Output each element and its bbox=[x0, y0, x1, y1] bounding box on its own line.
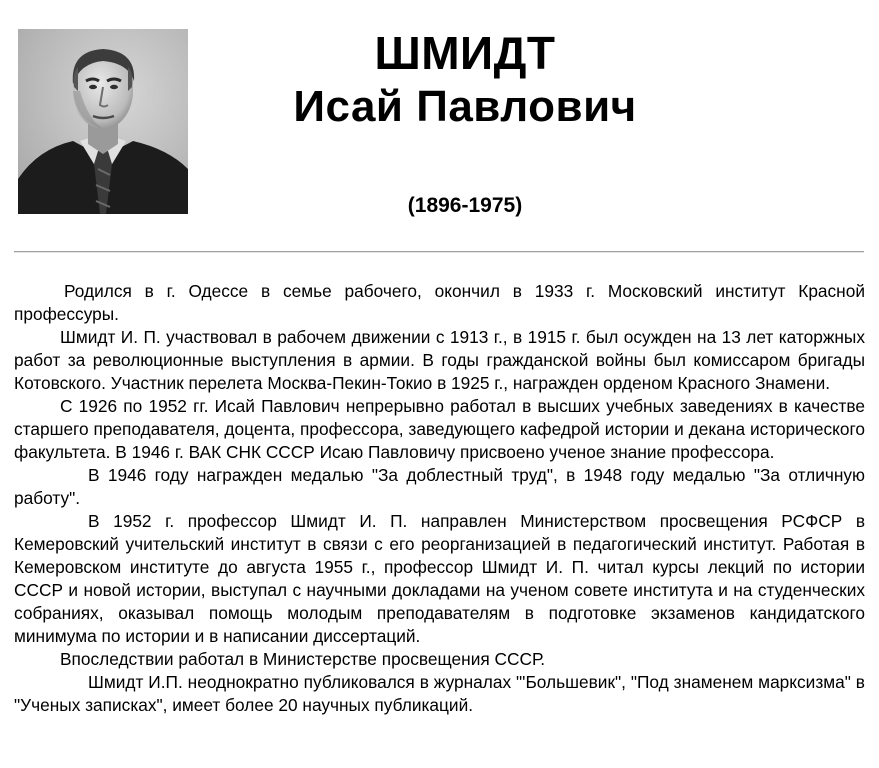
bio-paragraph-4: В 1946 году награжден медалью "За доблестный труд", в 1948 году медалью "За отличную работу". bbox=[14, 465, 865, 508]
biography-text bbox=[14, 280, 865, 717]
bio-paragraph-5: В 1952 г. профессор Шмидт И. П. направлен Министерством просвещения РСФСР в Кемеровский учительский институт в связи с его реорганизацией в педагогический институт. Работая в Кемеровском институте до августа 1955 г., профессор Шмидт И. П. читал курсы лекций по истории СССР и новой истории, выступал с научными докладами на ученом совете института и на студенческих собраниях, оказывал помощь молодым преподавателям в подготовке экзаменов кандидатского минимума по истории и в написании диссертаций. bbox=[14, 511, 865, 646]
bio-paragraph-7: Шмидт И.П. неоднократно публиковался в журналах "'Большевик", "Под знаменем марксизма" в "Ученых записках", имеет более 20 научных публикаций. bbox=[14, 672, 865, 715]
life-years: (1896-1975) bbox=[407, 194, 523, 217]
surname-heading: ШМИДТ bbox=[374, 27, 556, 79]
portrait-image bbox=[18, 29, 188, 214]
bio-paragraph-3: С 1926 по 1952 гг. Исай Павлович непрерывно работал в высших учебных заведениях в качестве старшего преподавателя, доцента, профессора, заведующего кафедрой истории и декана исторического факультета. В 1946 г. ВАК СНК СССР Исаю Павловичу присвоено ученое знание профессора. bbox=[14, 396, 865, 462]
title-block bbox=[190, 26, 740, 134]
horizontal-divider bbox=[14, 251, 864, 253]
bio-paragraph-6: Впоследствии работал в Министерстве просвещения СССР. bbox=[60, 649, 546, 669]
bio-paragraph-1: Родился в г. Одессе в семье рабочего, окончил в 1933 г. Московский институт Красной профессуры. bbox=[14, 281, 865, 324]
given-names-heading: Исай Павлович bbox=[293, 82, 637, 131]
bio-paragraph-2: Шмидт И. П. участвовал в рабочем движении с 1913 г., в 1915 г. был осужден на 13 лет каторжных работ за революционные выступления в армии. В годы гражданской войны был комиссаром бригады Котовского. Участник перелета Москва-Пекин-Токио в 1925 г., награжден орденом Красного Знамени. bbox=[14, 327, 865, 393]
portrait-photo bbox=[18, 29, 188, 214]
